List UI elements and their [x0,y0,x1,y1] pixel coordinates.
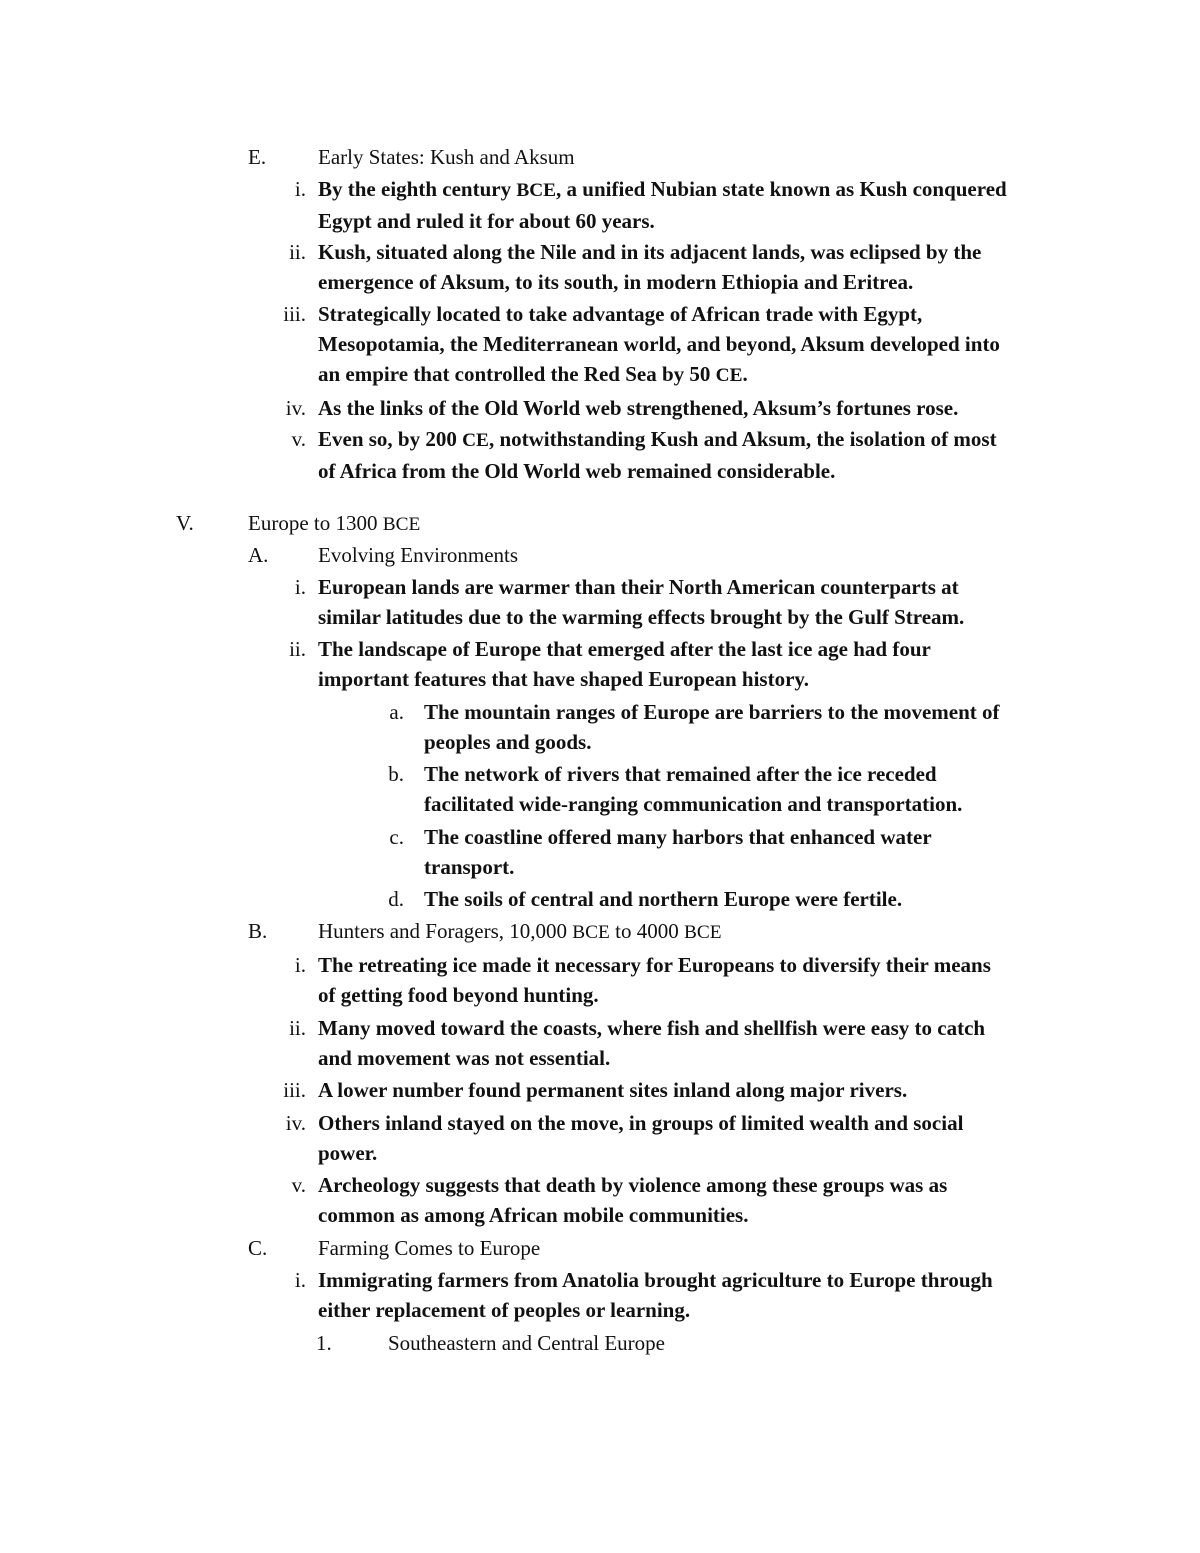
heading-marker: B. [248,919,268,943]
subsection-heading-a [248,540,518,570]
item-text: Southeastern and Central Europe [388,1331,665,1355]
item-marker: b. [388,762,404,786]
list-item [260,237,1038,297]
text-run: By the eighth century [318,177,517,201]
item-text: European lands are warmer than their North American counterparts at similar latitudes due to the warming effects brought by the Gulf Stream. [318,575,965,629]
heading-text: Farming Comes to Europe [318,1236,541,1260]
text-run: , a unified Nubian state known as Kush conquered Egypt and ruled it for about 60 years. [318,177,1007,233]
item-text: The mountain ranges of Europe are barriers to the movement of peoples and goods. [424,700,1000,754]
list-item [260,950,998,1010]
subsection-heading-b [248,916,722,948]
list-item [260,1108,1018,1168]
list-item [260,424,1008,486]
heading-marker: E. [248,145,267,169]
era-abbr: BCE [683,922,722,943]
heading-marker: A. [248,543,269,567]
list-item [260,299,1008,391]
item-marker: v. [291,1173,306,1197]
list-item [260,174,1018,236]
item-text: Archeology suggests that death by violence among these groups was as common as among African mobile communities. [318,1173,948,1227]
item-marker: iv. [285,1111,306,1135]
sub-list-item [380,884,1024,914]
text-run: Even so, by 200 [318,427,463,451]
item-text [318,424,1008,486]
numbered-subheading [316,1328,665,1358]
item-text: As the links of the Old World web strengthened, Aksum’s fortunes rose. [318,396,959,420]
era-abbr: BCE [572,922,610,943]
era-abbr: CE [462,430,489,451]
section-heading-e [248,142,575,172]
heading-text: Early States: Kush and Aksum [318,145,575,169]
list-item [260,1170,1008,1230]
heading-marker: C. [248,1236,268,1260]
list-item [260,572,1018,632]
item-text: Many moved toward the coasts, where fish and shellfish were easy to catch and movement was not essential. [318,1016,986,1070]
text-run: . [742,362,748,386]
section-heading-v [176,508,420,540]
item-text: The landscape of Europe that emerged after the last ice age had four important features that have shaped European history. [318,637,931,691]
item-text: The coastline offered many harbors that enhanced water transport. [424,825,932,879]
list-item [260,393,1038,423]
item-marker: 1. [316,1331,332,1355]
item-text: Kush, situated along the Nile and in its adjacent lands, was eclipsed by the emergence of Aksum, to its south, in modern Ethiopia and Eritrea. [318,240,982,294]
item-marker: ii. [289,1016,306,1040]
item-marker: i. [294,177,306,201]
item-text: The network of rivers that remained after the ice receded facilitated wide-ranging communication and transportation. [424,762,963,816]
sub-list-item [380,759,1024,819]
item-marker: iii. [283,1078,306,1102]
item-text: Immigrating farmers from Anatolia brought agriculture to Europe through either replacement of peoples or learning. [318,1268,993,1322]
list-item [260,1265,1038,1325]
list-item [260,634,988,694]
subsection-heading-c [248,1233,540,1263]
heading-text [248,508,420,540]
item-text: The retreating ice made it necessary for Europeans to diversify their means of getting food beyond hunting. [318,953,991,1007]
item-marker: v. [291,427,306,451]
text-run: Europe to 1300 [248,511,383,535]
item-marker: iv. [285,396,306,420]
item-text [318,299,1008,391]
heading-text: Evolving Environments [318,543,519,567]
item-marker: d. [388,887,404,911]
list-item [260,1075,1018,1105]
heading-text [318,916,722,948]
sub-list-item [380,697,1044,757]
text-run: , notwithstanding Kush and Aksum, the isolation of most of Africa from the Old World web remained considerable. [318,427,997,483]
item-marker: c. [389,825,404,849]
era-abbr: BCE [516,180,557,201]
item-marker: i. [294,953,306,977]
heading-marker: V. [176,511,194,535]
item-marker: a. [389,700,404,724]
text-run: to 4000 [609,919,684,943]
list-item [260,1013,998,1073]
item-text: A lower number found permanent sites inland along major rivers. [318,1078,908,1102]
era-abbr: CE [715,365,743,386]
item-marker: i. [294,575,306,599]
text-run: Hunters and Foragers, 10,000 [318,919,573,943]
item-text [318,174,1018,236]
text-run: Strategically located to take advantage of African trade with Egypt, Mesopotamia, the Mediterranean world, and beyond, Aksum developed into an empire that controlled the Red Sea by 50 [318,302,1000,386]
item-marker: ii. [289,637,306,661]
era-abbr: BCE [382,514,421,535]
sub-list-item [380,822,984,882]
item-marker: i. [294,1268,306,1292]
item-marker: iii. [283,302,306,326]
item-text: The soils of central and northern Europe were fertile. [424,887,903,911]
item-marker: ii. [289,240,306,264]
item-text: Others inland stayed on the move, in groups of limited wealth and social power. [318,1111,964,1165]
